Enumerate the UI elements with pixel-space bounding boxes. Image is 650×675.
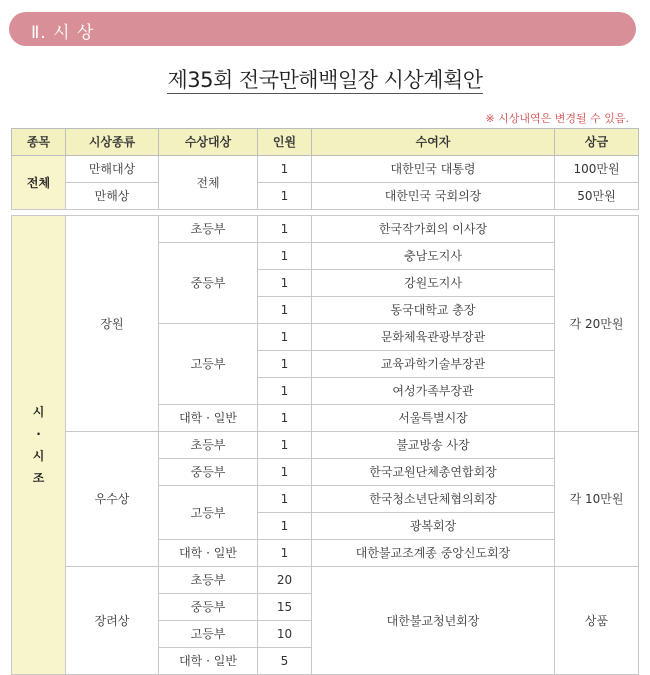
presenter-cell: 동국대학교 총장 [312, 297, 555, 324]
presenter-cell: 광복회장 [312, 513, 555, 540]
prize-jangnyeo: 상품 [555, 567, 639, 675]
award-plan-table [11, 128, 639, 675]
prize-cell: 100만원 [555, 156, 639, 183]
presenter-cell: 한국교원단체총연합회장 [312, 459, 555, 486]
category-line: 조 [32, 471, 45, 485]
section-label: Ⅱ. 시 상 [31, 23, 95, 43]
category-overall: 전체 [12, 156, 66, 210]
presenter-cell: 여성가족부장관 [312, 378, 555, 405]
table-row [12, 183, 639, 210]
header-target: 수상대상 [159, 129, 258, 156]
count-cell: 1 [258, 513, 312, 540]
header-award-type: 시상종류 [66, 129, 159, 156]
table-row [12, 432, 639, 459]
prize-cell: 50만원 [555, 183, 639, 210]
count-cell: 1 [258, 405, 312, 432]
target-cell: 전체 [159, 156, 258, 210]
prize-usu: 각 10만원 [555, 432, 639, 567]
table-row [12, 567, 639, 594]
count-cell: 1 [258, 459, 312, 486]
count-cell: 1 [258, 351, 312, 378]
target-cell: 대학 · 일반 [159, 405, 258, 432]
award-cell: 만해대상 [66, 156, 159, 183]
document-title [0, 64, 650, 94]
category-poetry [12, 216, 66, 675]
count-cell: 1 [258, 540, 312, 567]
count-cell: 1 [258, 270, 312, 297]
document-title-text: 제35회 전국만해백일장 시상계획안 [167, 68, 483, 92]
table-header-row [12, 129, 639, 156]
change-notice: ※ 시상내역은 변경될 수 있음. [485, 112, 629, 125]
count-cell: 1 [258, 486, 312, 513]
count-cell: 5 [258, 648, 312, 675]
count-cell: 20 [258, 567, 312, 594]
header-prize: 상금 [555, 129, 639, 156]
presenter-cell: 교육과학기술부장관 [312, 351, 555, 378]
category-line: · [36, 427, 41, 441]
presenter-cell: 서울특별시장 [312, 405, 555, 432]
target-cell: 중등부 [159, 243, 258, 324]
count-cell: 10 [258, 621, 312, 648]
target-cell: 대학 · 일반 [159, 540, 258, 567]
award-usu: 우수상 [66, 432, 159, 567]
target-cell: 중등부 [159, 459, 258, 486]
prize-jangwon: 각 20만원 [555, 216, 639, 432]
target-cell: 대학 · 일반 [159, 648, 258, 675]
category-line: 시 [32, 449, 45, 463]
presenter-cell: 강원도지사 [312, 270, 555, 297]
target-cell: 초등부 [159, 432, 258, 459]
presenter-jangnyeo: 대한불교청년회장 [312, 567, 555, 675]
presenter-cell: 대한민국 국회의장 [312, 183, 555, 210]
presenter-cell: 충남도지사 [312, 243, 555, 270]
table-row [12, 216, 639, 243]
target-cell: 초등부 [159, 216, 258, 243]
award-cell: 만해상 [66, 183, 159, 210]
presenter-cell: 대한민국 대통령 [312, 156, 555, 183]
table-row [12, 156, 639, 183]
target-cell: 중등부 [159, 594, 258, 621]
header-category: 종목 [12, 129, 66, 156]
count-cell: 1 [258, 378, 312, 405]
target-cell: 고등부 [159, 621, 258, 648]
count-cell: 1 [258, 432, 312, 459]
award-jangwon: 장원 [66, 216, 159, 432]
target-cell: 고등부 [159, 324, 258, 405]
target-cell: 고등부 [159, 486, 258, 540]
category-line: 시 [32, 405, 45, 419]
header-presenter: 수여자 [312, 129, 555, 156]
target-cell: 초등부 [159, 567, 258, 594]
presenter-cell: 불교방송 사장 [312, 432, 555, 459]
count-cell: 1 [258, 297, 312, 324]
presenter-cell: 대한불교조계종 중앙신도회장 [312, 540, 555, 567]
award-jangnyeo: 장려상 [66, 567, 159, 675]
presenter-cell: 한국작가회의 이사장 [312, 216, 555, 243]
count-cell: 15 [258, 594, 312, 621]
count-cell: 1 [258, 183, 312, 210]
count-cell: 1 [258, 243, 312, 270]
count-cell: 1 [258, 216, 312, 243]
presenter-cell: 한국청소년단체협의회장 [312, 486, 555, 513]
header-count: 인원 [258, 129, 312, 156]
count-cell: 1 [258, 324, 312, 351]
section-header-bar [9, 12, 636, 46]
count-cell: 1 [258, 156, 312, 183]
presenter-cell: 문화체육관광부장관 [312, 324, 555, 351]
